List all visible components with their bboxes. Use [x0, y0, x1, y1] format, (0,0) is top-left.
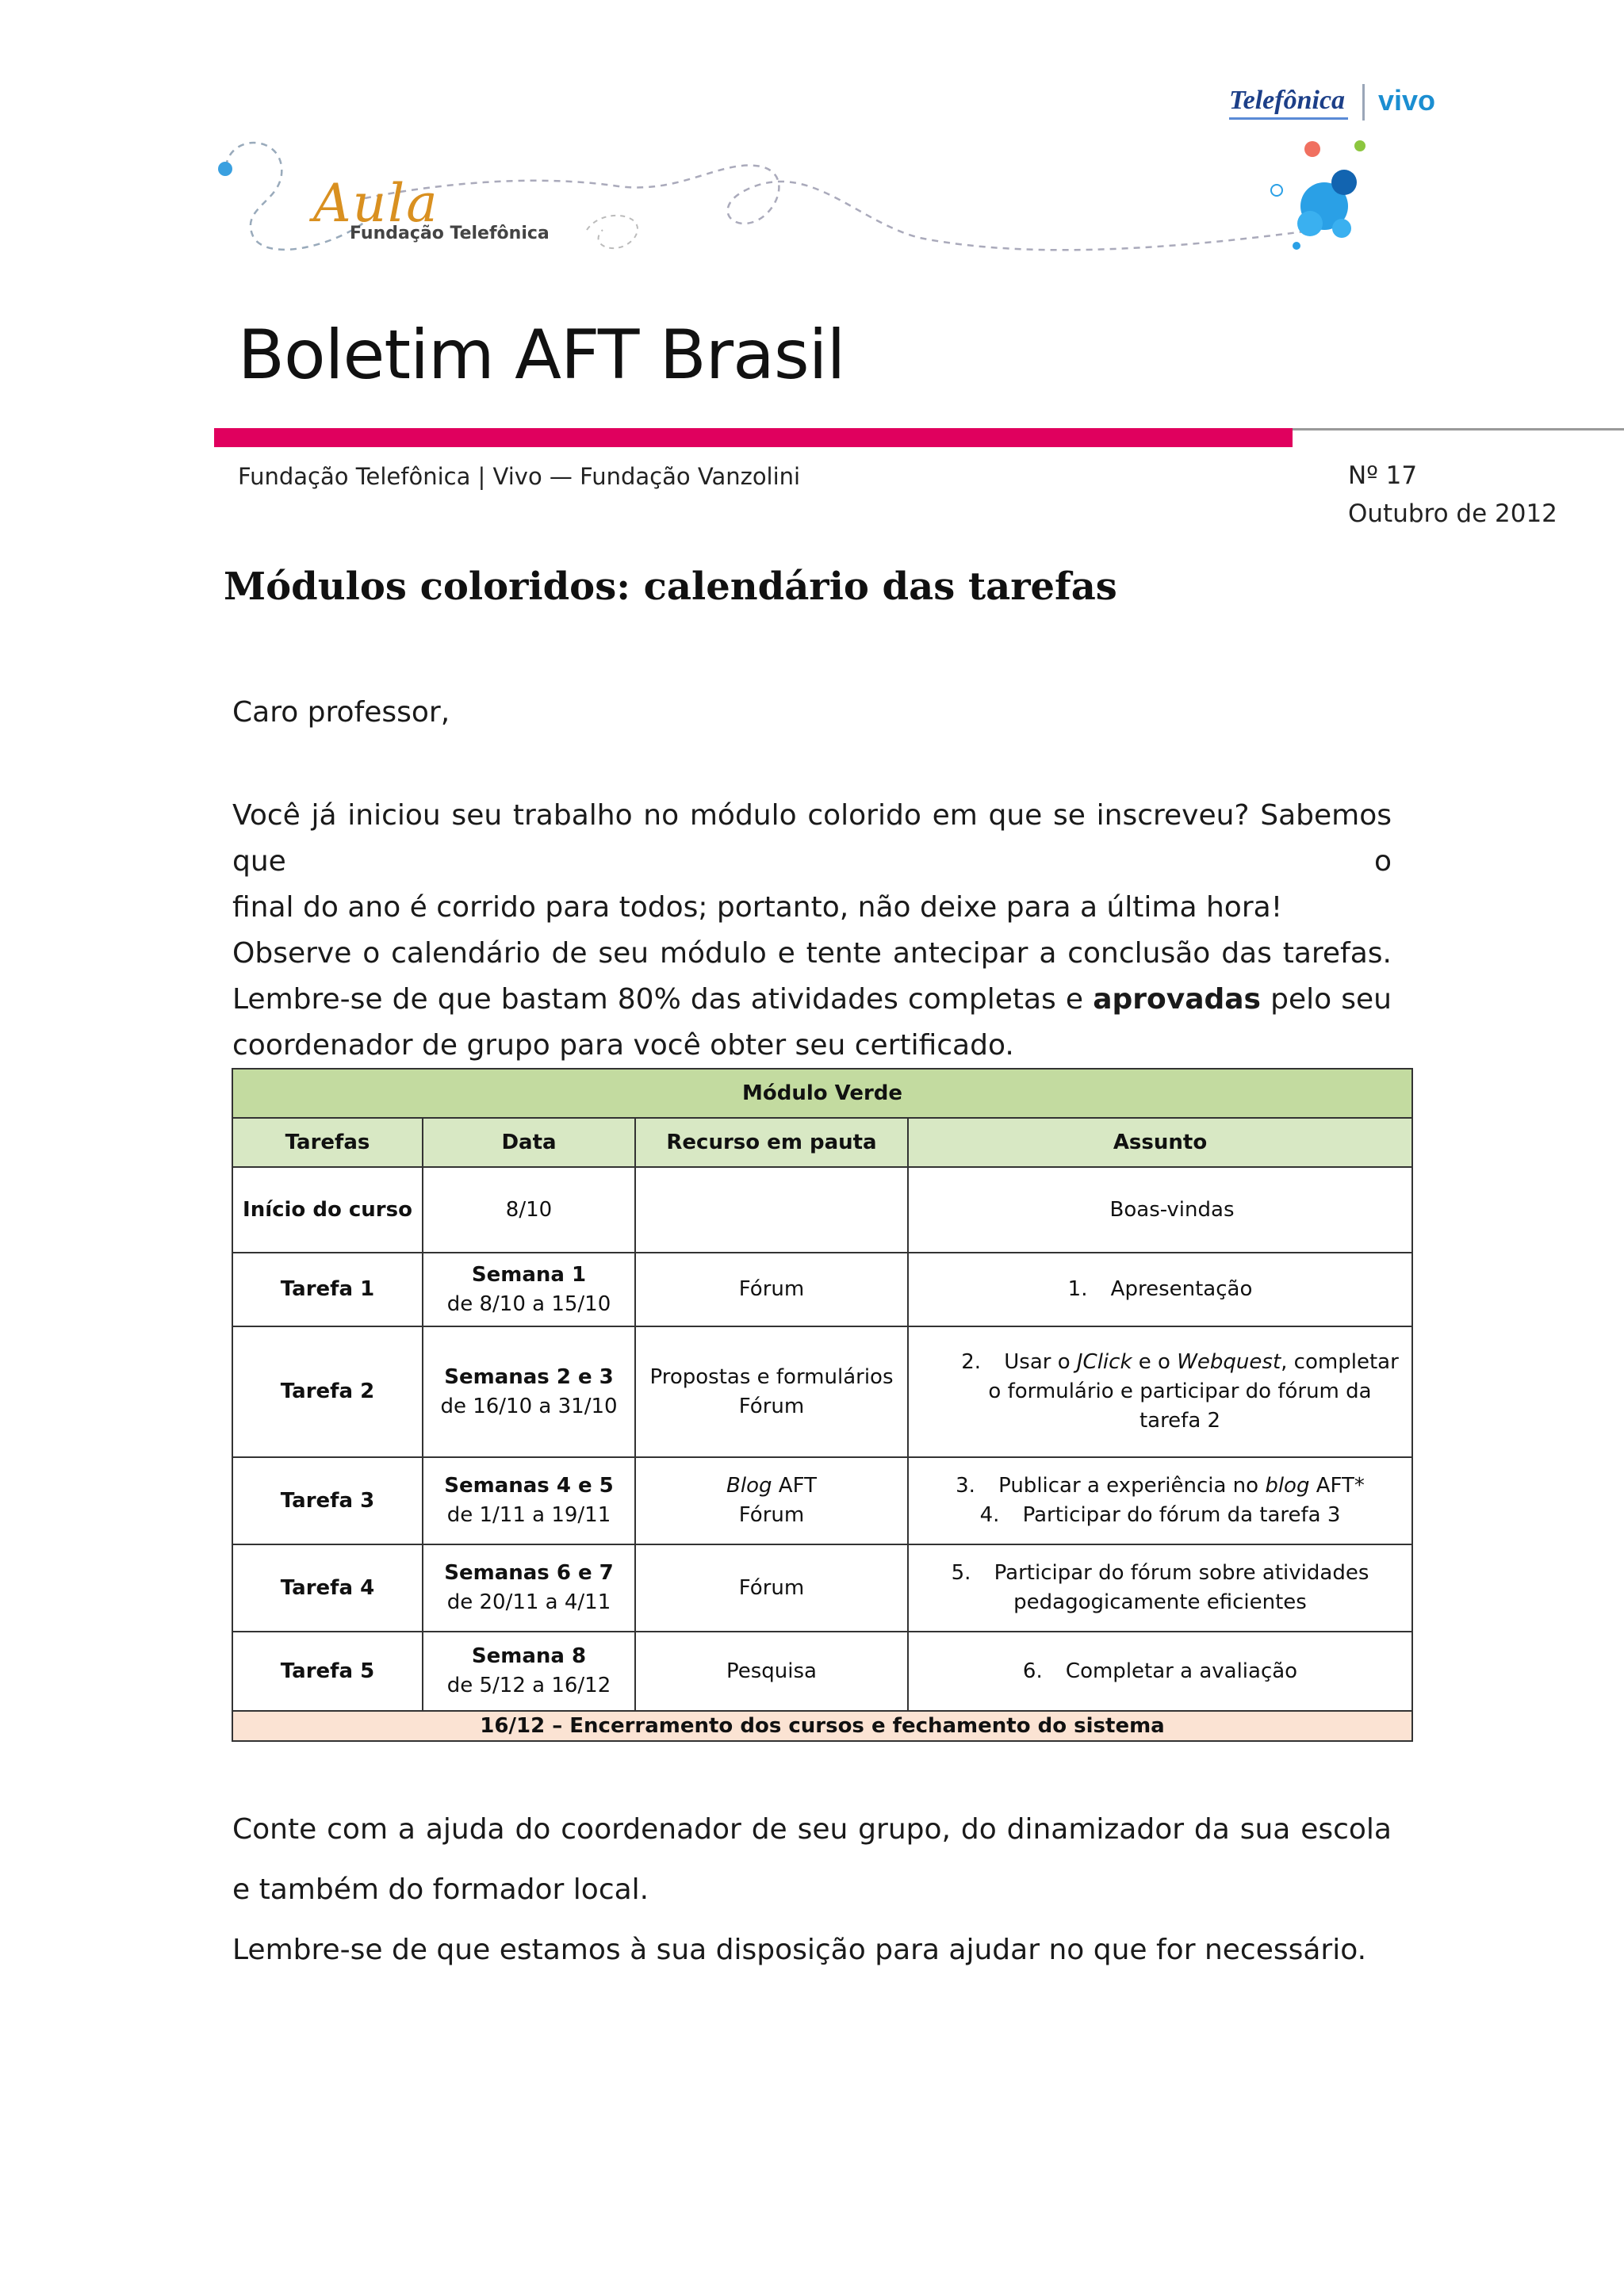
logo-divider: [1362, 84, 1365, 121]
table-row: [232, 1167, 1412, 1253]
blue-dot-icon: [218, 162, 232, 176]
date-cell: [423, 1544, 635, 1632]
column-header: Assunto: [908, 1118, 1412, 1167]
date-range: de 20/11 a 4/11: [446, 1590, 611, 1614]
header-rule: [1293, 428, 1624, 430]
date-cell: [423, 1253, 635, 1326]
item-number: 3.: [956, 1474, 975, 1498]
resource-text: Fórum: [738, 1503, 805, 1527]
subject-text: Completar a avaliação: [1065, 1659, 1298, 1683]
subject-text: , completar: [1281, 1350, 1399, 1374]
subject-text: e o: [1132, 1350, 1178, 1374]
subject-line: [956, 1348, 1404, 1377]
table-title: Módulo Verde: [232, 1069, 1412, 1118]
emphasis-text: aprovadas: [1093, 983, 1261, 1016]
subject-text: Boas-vindas: [1109, 1197, 1235, 1222]
section-heading: Módulos coloridos: calendário das tarefas: [224, 564, 1117, 609]
subject-cell: [908, 1253, 1412, 1326]
resource-cell: Pesquisa: [635, 1632, 908, 1711]
column-header: Tarefas: [232, 1118, 423, 1167]
organization-line: Fundação Telefônica | Vivo — Fundação Vanzolini: [238, 463, 801, 490]
date-range: de 16/10 a 31/10: [440, 1394, 618, 1418]
subject-cell: [908, 1326, 1412, 1457]
date-cell: [423, 1326, 635, 1457]
table-row: [232, 1632, 1412, 1711]
table-row: [232, 1457, 1412, 1544]
aula-wordmark: Aula: [313, 173, 439, 234]
date-range: de 8/10 a 15/10: [446, 1292, 611, 1316]
telefonica-underline: [1229, 117, 1348, 120]
date-range: de 5/12 a 16/12: [446, 1674, 611, 1697]
week-label: Semanas 6 e 7: [444, 1561, 614, 1585]
subject-cell: [908, 1457, 1412, 1544]
resource-cell: [635, 1326, 908, 1457]
resource-text: Fórum: [738, 1394, 805, 1418]
issue-number: Nº 17: [1348, 461, 1418, 490]
paragraph-text: pelo seu coordenador de grupo para você obter seu certificado.: [232, 983, 1392, 1062]
column-header: Data: [423, 1118, 635, 1167]
table-row: [232, 1253, 1412, 1326]
resource-cell: Fórum: [635, 1253, 908, 1326]
date-cell: [423, 1457, 635, 1544]
fundacao-telefonica-label: Fundação Telefônica: [350, 224, 550, 243]
issue-date: Outubro de 2012: [1348, 499, 1557, 528]
resource-text: AFT: [772, 1474, 817, 1498]
subject-cell: [908, 1632, 1412, 1711]
paragraph: [232, 931, 1392, 1069]
subject-line: [917, 1501, 1404, 1530]
task-cell: Tarefa 5: [232, 1632, 423, 1711]
item-number: 2.: [961, 1350, 982, 1374]
subject-text: Webquest: [1177, 1350, 1281, 1374]
subject-cell: [908, 1544, 1412, 1632]
resource-cell: [635, 1457, 908, 1544]
subject-text: Participar do fórum da tarefa 3: [1022, 1503, 1341, 1527]
table-row: [232, 1544, 1412, 1632]
resource-text: Propostas e formulários: [649, 1364, 894, 1389]
closing-paragraphs: [232, 1800, 1392, 1980]
header-accent-bar: [214, 428, 1293, 447]
date-cell: [423, 1632, 635, 1711]
resource-cell: [635, 1167, 908, 1253]
subject-text: Publicar a experiência no: [998, 1474, 1266, 1498]
subject-line: [917, 1471, 1404, 1501]
resource-text: Blog: [726, 1474, 772, 1498]
task-cell: Tarefa 2: [232, 1326, 423, 1457]
subject-text: blog: [1265, 1474, 1310, 1498]
subject-line: tarefa 2: [1139, 1409, 1221, 1433]
page-title: Boletim AFT Brasil: [238, 316, 845, 395]
table-footer-row: [232, 1711, 1412, 1741]
paragraph-line: final do ano é corrido para todos; portanto, não deixe para a última hora!: [232, 891, 1283, 924]
intro-paragraphs: [232, 793, 1392, 1069]
task-cell: Tarefa 1: [232, 1253, 423, 1326]
item-number: 5.: [951, 1561, 971, 1585]
greeting: Caro professor,: [232, 696, 450, 729]
date-cell: 8/10: [423, 1167, 635, 1253]
item-number: 4.: [979, 1503, 1000, 1527]
week-label: Semanas 4 e 5: [444, 1474, 614, 1498]
subject-cell: [908, 1167, 1412, 1253]
paragraph-text: Observe o calendário de seu módulo e tente antecipar a conclusão das tarefas. Lembre-se de que bastam 80% das atividades completas e: [232, 937, 1392, 1016]
week-label: Semana 1: [471, 1262, 587, 1287]
table-header-row: [232, 1118, 1412, 1167]
paragraph-line: Você já iniciou seu trabalho no módulo colorido em que se inscreveu? Sabemos que o: [232, 799, 1392, 878]
subject-text: Apresentação: [1110, 1277, 1253, 1301]
paint-splash-icon: [1271, 140, 1365, 250]
date-range: de 1/11 a 19/11: [446, 1503, 611, 1527]
week-label: Semanas 2 e 3: [444, 1364, 614, 1389]
vivo-wordmark: vivo: [1378, 84, 1436, 117]
aula-fundacao-logo: [313, 173, 575, 252]
subject-line: [917, 1559, 1404, 1588]
subject-text: AFT*: [1309, 1474, 1365, 1498]
subject-text: Participar do fórum sobre atividades: [994, 1561, 1369, 1585]
subject-line: o formulário e participar do fórum da: [988, 1380, 1372, 1403]
subject-text: Usar o: [1004, 1350, 1077, 1374]
week-label: Semana 8: [471, 1644, 587, 1668]
paragraph: Conte com a ajuda do coordenador de seu grupo, do dinamizador da sua escola e também do formador local.: [232, 1813, 1392, 1906]
resource-line: [644, 1471, 899, 1501]
telefonica-wordmark: Telefônica: [1229, 86, 1346, 115]
subject-line: pedagogicamente eficientes: [1013, 1590, 1307, 1614]
item-number: 6.: [1022, 1659, 1043, 1683]
table-title-row: [232, 1069, 1412, 1118]
closing-note: 16/12 – Encerramento dos cursos e fechamento do sistema: [232, 1711, 1412, 1741]
item-number: 1.: [1067, 1277, 1088, 1301]
resource-cell: Fórum: [635, 1544, 908, 1632]
issue-info: [1348, 457, 1557, 533]
task-cell: Tarefa 3: [232, 1457, 423, 1544]
telefonica-vivo-logo: [1229, 82, 1459, 122]
subject-text: JClick: [1076, 1350, 1132, 1374]
table-row: [232, 1326, 1412, 1457]
column-header: Recurso em pauta: [635, 1118, 908, 1167]
schedule-table: [232, 1068, 1413, 1742]
paragraph: Lembre-se de que estamos à sua disposição para ajudar no que for necessário.: [232, 1934, 1367, 1966]
task-cell: Tarefa 4: [232, 1544, 423, 1632]
task-cell: Início do curso: [232, 1167, 423, 1253]
